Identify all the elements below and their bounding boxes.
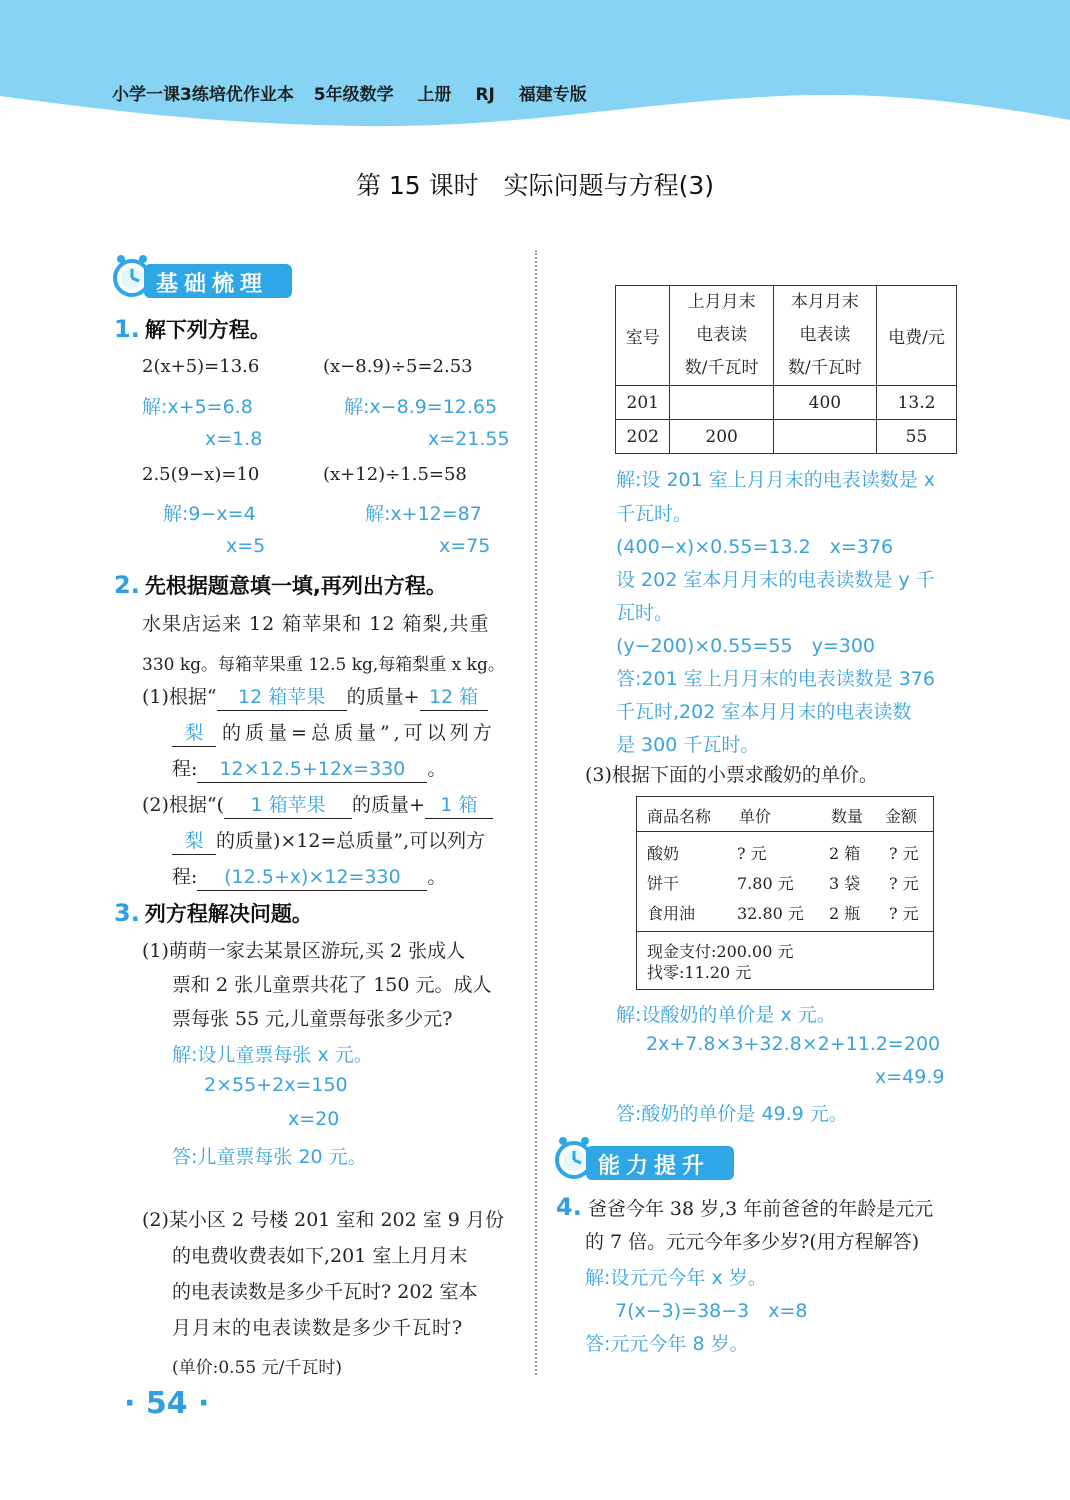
- q3-p2-line3: 的电表读数是多少千瓦时? 202 室本: [172, 1281, 478, 1303]
- q4-number: 4.: [556, 1193, 582, 1221]
- q2-text-line1: 水果店运来 12 箱苹果和 12 箱梨,共重: [142, 613, 490, 635]
- q2-p1-mid: 的质量+: [346, 686, 420, 708]
- q1a-equation: 2(x+5)=13.6: [142, 356, 260, 377]
- table-cell: 13.2: [877, 386, 957, 420]
- header-volume: 上册: [417, 85, 452, 105]
- q2-p1-blank1: 12 箱苹果: [217, 684, 347, 711]
- q1d-step1: 解:x+12=87: [365, 503, 482, 525]
- page-number: · 54 ·: [124, 1386, 210, 1421]
- q4-answer1: 解:设元元今年 x 岁。: [585, 1267, 767, 1289]
- banner-label-advanced: 能力提升: [598, 1154, 711, 1179]
- q2-p2-equation: (12.5+x)×12=330: [197, 864, 427, 891]
- table-cell: 201: [616, 386, 670, 420]
- receipt-cell: 7.80 元: [737, 874, 794, 893]
- q3-p2-answer8: 千瓦时,202 室本月月末的电表读数: [616, 701, 912, 723]
- q3-p2-answer1: 解:设 201 室上月月末的电表读数是 x: [616, 469, 936, 491]
- receipt-cell: 32.80 元: [737, 904, 804, 923]
- receipt-paid: 现金支付:200.00 元: [647, 942, 794, 961]
- receipt-cell: 3 袋: [829, 874, 861, 893]
- q2-part2-line2: [172, 824, 485, 858]
- q1d-step2: x=75: [439, 535, 491, 557]
- q1c-equation: 2.5(9−x)=10: [142, 464, 260, 485]
- q3-p2-answer5: 瓦时。: [616, 602, 674, 624]
- q1c-step2: x=5: [226, 535, 266, 557]
- q1b-step2: x=21.55: [428, 428, 510, 450]
- receipt: [636, 796, 934, 990]
- receipt-divider: [637, 931, 933, 932]
- q3-p3-answer2: 2x+7.8×3+32.8×2+11.2=200: [646, 1033, 941, 1055]
- q3-p1-answer4: 答:儿童票每张 20 元。: [172, 1146, 367, 1168]
- column-divider: [535, 250, 537, 1375]
- q2-p2-after: 的质量)×12=总质量”,可以列方: [216, 830, 486, 852]
- q2-part1-line3: [172, 752, 446, 786]
- receipt-cell: 饼干: [647, 874, 680, 893]
- th-last-l1: 上月月末: [687, 292, 756, 312]
- q2-p1-blank2b: 梨: [172, 720, 216, 747]
- q1-heading: [114, 314, 271, 344]
- q3-p1-answer3: x=20: [288, 1108, 340, 1130]
- q3-p3-answer4: 答:酸奶的单价是 49.9 元。: [616, 1103, 848, 1125]
- q3-p2-answer9: 是 300 千瓦时。: [616, 734, 760, 756]
- table-cell: 202: [616, 420, 670, 454]
- q3-p1-line1: (1)萌萌一家去某景区游玩,买 2 张成人: [142, 940, 466, 962]
- q2-p1-equation: 12×12.5+12x=330: [197, 756, 427, 783]
- header-series: 小学一课3练培优作业本: [112, 85, 294, 105]
- q3-p2-answer4: 设 202 室本月月末的电表读数是 y 千: [616, 569, 935, 591]
- q3-p2-answer7: 答:201 室上月月末的电表读数是 376: [616, 668, 936, 690]
- table-header-row: [616, 286, 957, 386]
- q2-number: 2.: [114, 571, 140, 599]
- header-grade: 5年级数学: [313, 85, 394, 105]
- q2-part1-line1: [142, 680, 488, 714]
- receipt-h-qty: 数量: [831, 807, 864, 826]
- q2-heading: [114, 570, 447, 600]
- receipt-cell: ? 元: [737, 844, 767, 863]
- table-cell: 200: [670, 420, 773, 454]
- receipt-cell: 食用油: [647, 904, 696, 923]
- header-region: 福建专版: [518, 85, 587, 105]
- th-this-l3: 数/千瓦时: [788, 358, 862, 378]
- table-header-room: 室号: [616, 286, 670, 386]
- q2-text-line2: 330 kg。每箱苹果重 12.5 kg,每箱梨重 x kg。: [142, 655, 505, 675]
- th-last-l2: 电表读: [696, 325, 748, 345]
- table-row: [616, 386, 957, 420]
- q2-p2-blank1: 1 箱苹果: [224, 792, 352, 819]
- receipt-h-amount: 金额: [885, 807, 918, 826]
- q3-p1-line3: 票每张 55 元,儿童票每张多少元?: [172, 1008, 453, 1030]
- table-cell: 400: [773, 386, 876, 420]
- table-header-fee: 电费/元: [877, 286, 957, 386]
- table-cell: 55: [877, 420, 957, 454]
- q2-p2-mid: 的质量+: [352, 794, 425, 816]
- q3-p1-answer1: 解:设儿童票每张 x 元。: [172, 1044, 373, 1066]
- q4-text1: 爸爸今年 38 岁,3 年前爸爸的年龄是元元: [587, 1198, 934, 1220]
- q4-line1: [556, 1190, 933, 1226]
- q3-p2-line1: (2)某小区 2 号楼 201 室和 202 室 9 月份: [142, 1209, 504, 1231]
- q4-line2: 的 7 倍。元元今年多少岁?(用方程解答): [585, 1231, 920, 1253]
- q3-number: 3.: [114, 899, 140, 927]
- q3-p3-answer3: x=49.9: [875, 1066, 945, 1088]
- q3-p3-answer1: 解:设酸奶的单价是 x 元。: [616, 1004, 836, 1026]
- q1a-step2: x=1.8: [205, 428, 263, 450]
- q3-p2-line2: 的电费收费表如下,201 室上月月末: [172, 1245, 468, 1267]
- q4-answer3: 答:元元今年 8 岁。: [585, 1333, 749, 1355]
- receipt-cell: 酸奶: [647, 844, 680, 863]
- q1-title: 解下列方程。: [144, 318, 271, 342]
- q3-p2-line5: (单价:0.55 元/千瓦时): [172, 1358, 342, 1378]
- lesson-title: 第 15 课时 实际问题与方程(3): [355, 171, 715, 200]
- header-edition: RJ: [475, 85, 495, 105]
- q2-title: 先根据题意填一填,再列出方程。: [144, 574, 447, 598]
- q3-p1-answer2: 2×55+2x=150: [204, 1074, 348, 1096]
- q2-p2-eq-prefix: 程:: [172, 866, 198, 888]
- q2-p1-blank2a: 12 箱: [420, 684, 488, 711]
- th-this-l1: 本月月末: [790, 292, 859, 312]
- th-this-l2: 电表读: [799, 325, 851, 345]
- receipt-cell: 2 瓶: [829, 904, 861, 923]
- q2-p2-prefix: (2)根据“(: [142, 794, 225, 816]
- q3-p1-line2: 票和 2 张儿童票共花了 150 元。成人: [172, 974, 492, 996]
- q1-number: 1.: [114, 315, 140, 343]
- receipt-h-name: 商品名称: [647, 807, 712, 826]
- q3-heading: [114, 898, 313, 928]
- th-last-l3: 数/千瓦时: [684, 358, 759, 378]
- q2-p1-prefix: (1)根据“: [142, 686, 217, 708]
- receipt-h-price: 单价: [739, 807, 772, 826]
- section-banner-basics: [112, 250, 297, 302]
- q3-title: 列方程解决问题。: [144, 902, 313, 926]
- section-banner-advanced: [554, 1132, 739, 1184]
- q2-p1-eq-prefix: 程:: [172, 758, 198, 780]
- q2-part2-line1: [142, 788, 493, 822]
- q2-part1-line2: [172, 716, 496, 750]
- q2-part2-line3: [172, 860, 446, 894]
- receipt-cell: 2 箱: [829, 844, 861, 863]
- q1a-step1: 解:x+5=6.8: [142, 396, 253, 418]
- table-header-this: [773, 286, 876, 386]
- header-wave: [0, 0, 1070, 140]
- q2-p1-after: 的质量=总质量”,可以列方: [222, 722, 496, 744]
- receipt-header-row: [637, 797, 933, 832]
- q1c-step1: 解:9−x=4: [163, 503, 256, 525]
- q1b-step1: 解:x−8.9=12.65: [344, 396, 498, 418]
- receipt-cell: ? 元: [889, 904, 919, 923]
- q2-p2-blank2b: 梨: [172, 828, 216, 855]
- q1d-equation: (x+12)÷1.5=58: [323, 464, 467, 485]
- receipt-cell: ? 元: [889, 844, 919, 863]
- banner-label-basics: 基础梳理: [156, 272, 269, 297]
- q2-p1-period: 。: [427, 758, 447, 780]
- electricity-table: [615, 285, 957, 454]
- table-row: [616, 420, 957, 454]
- receipt-change: 找零:11.20 元: [647, 963, 752, 982]
- table-cell: [670, 386, 773, 420]
- q2-p2-period: 。: [427, 866, 447, 888]
- q3-p2-answer6: (y−200)×0.55=55 y=300: [616, 635, 876, 657]
- q2-p2-blank2a: 1 箱: [425, 792, 493, 819]
- q3-p3-line1: (3)根据下面的小票求酸奶的单价。: [585, 764, 878, 786]
- receipt-cell: ? 元: [889, 874, 919, 893]
- table-cell: [773, 420, 876, 454]
- q3-p2-line4: 月月末的电表读数是多少千瓦时?: [172, 1317, 464, 1339]
- q3-p2-answer2: 千瓦时。: [616, 503, 693, 525]
- q3-p2-answer3: (400−x)×0.55=13.2 x=376: [616, 536, 894, 558]
- q4-answer2: 7(x−3)=38−3 x=8: [615, 1300, 808, 1322]
- q1b-equation: (x−8.9)÷5=2.53: [323, 356, 473, 377]
- header-bar: [112, 80, 587, 105]
- table-header-last: [670, 286, 773, 386]
